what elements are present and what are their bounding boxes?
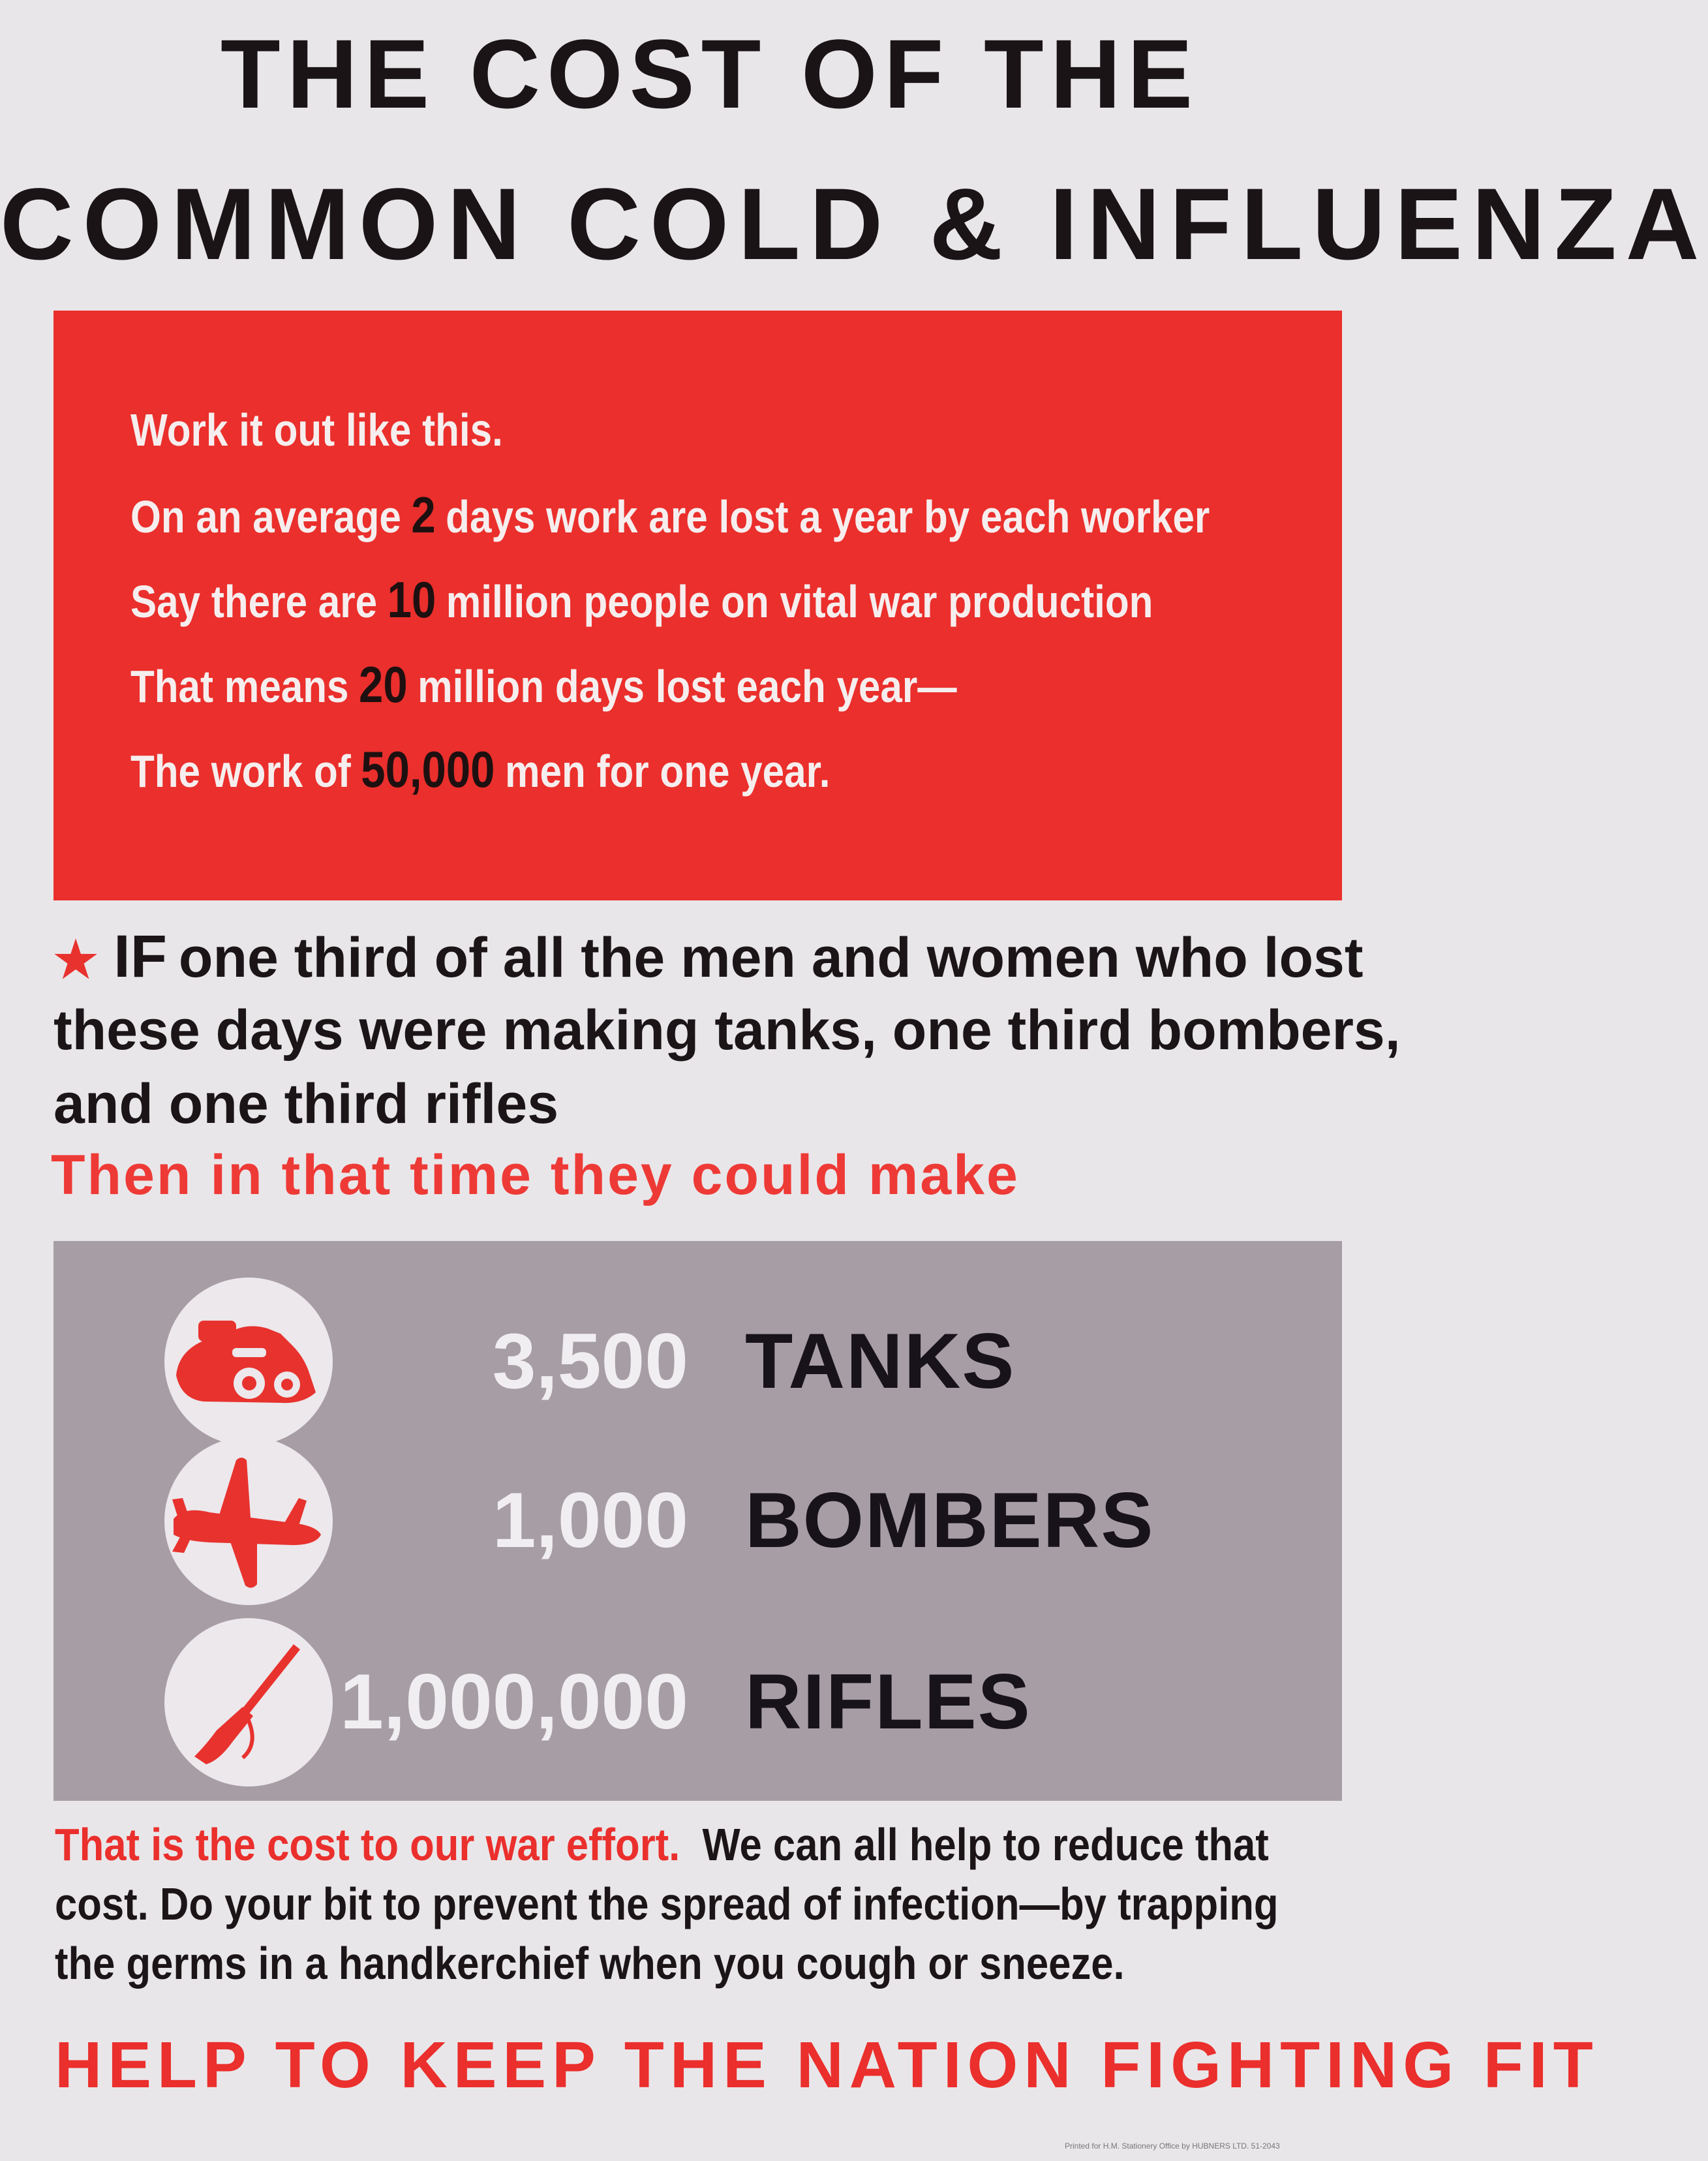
calc-row xyxy=(130,727,1157,812)
footer-text xyxy=(55,1815,1279,1993)
title-line-2: COMMON COLD & INFLUENZA xyxy=(0,168,1708,281)
calc-row-after: million days lost each year— xyxy=(418,661,957,712)
bomber-icon-circle xyxy=(164,1437,333,1605)
calc-row-after: million people on vital war production xyxy=(446,576,1153,627)
rifles-label: RIFLES xyxy=(745,1658,1031,1745)
if-word: IF xyxy=(114,923,167,990)
footer-red-text: That is the cost to our war effort. xyxy=(55,1819,680,1870)
tank-icon-circle xyxy=(164,1278,333,1446)
tanks-label: TANKS xyxy=(745,1317,1016,1405)
production-item-bombers xyxy=(53,1437,1342,1606)
footer-line-3: the germs in a handkerchief when you cough or sneeze. xyxy=(55,1938,1125,1989)
rifle-icon xyxy=(164,1618,333,1786)
star-icon: ★ xyxy=(53,932,99,988)
calc-row-number: 50,000 xyxy=(361,741,495,798)
if-line-3: and one third rifles xyxy=(53,1073,559,1135)
calc-row-after: days work are lost a year by each worker xyxy=(446,491,1210,542)
title-line-1: THE COST OF THE xyxy=(221,19,1199,129)
rifle-icon-circle xyxy=(164,1618,333,1786)
printer-imprint: Printed for H.M. Stationery Office by HUBNERS LTD. 51-2043 xyxy=(1065,2141,1280,2151)
footer-line-1 xyxy=(55,1815,1269,1875)
tanks-quantity: 3,500 xyxy=(492,1317,688,1405)
if-statement xyxy=(53,920,1401,1141)
calc-row-before: Say there are xyxy=(130,576,378,627)
poster-title xyxy=(0,19,1708,281)
rifles-quantity: 1,000,000 xyxy=(340,1658,688,1745)
calc-row-number: 2 xyxy=(411,486,436,544)
tank-icon xyxy=(164,1278,333,1446)
if-line-2: these days were making tanks, one third bombers, xyxy=(53,999,1401,1062)
calc-row-before: On an average xyxy=(130,491,401,542)
calc-row xyxy=(130,472,1210,557)
calc-row-before: That means xyxy=(130,661,349,712)
then-line: Then in that time they could make xyxy=(51,1144,1020,1206)
calculation-panel xyxy=(53,311,1342,900)
calc-row xyxy=(130,642,1157,727)
footer-line-2: cost. Do your bit to prevent the spread of infection—by trapping xyxy=(55,1878,1279,1929)
bomber-icon xyxy=(164,1437,333,1605)
calc-row xyxy=(130,557,1157,642)
if-line-1 xyxy=(53,920,1364,994)
bombers-quantity: 1,000 xyxy=(492,1477,688,1564)
production-item-rifles xyxy=(53,1618,1342,1788)
production-panel xyxy=(53,1241,1342,1801)
if-line-1-rest: one third of all the men and women who lost xyxy=(178,927,1364,989)
calc-row-after: men for one year. xyxy=(504,746,831,797)
bombers-label: BOMBERS xyxy=(745,1477,1155,1564)
calc-row-number: 20 xyxy=(359,656,408,713)
calc-intro: Work it out like this. xyxy=(130,405,503,455)
calc-row-number: 10 xyxy=(387,571,436,628)
production-item-tanks xyxy=(53,1278,1342,1447)
calculation-text xyxy=(130,388,1210,812)
slogan: HELP TO KEEP THE NATION FIGHTING FIT xyxy=(55,2029,1599,2102)
calc-row-before: The work of xyxy=(130,746,351,797)
footer-line-1-rest: We can all help to reduce that xyxy=(702,1819,1269,1870)
